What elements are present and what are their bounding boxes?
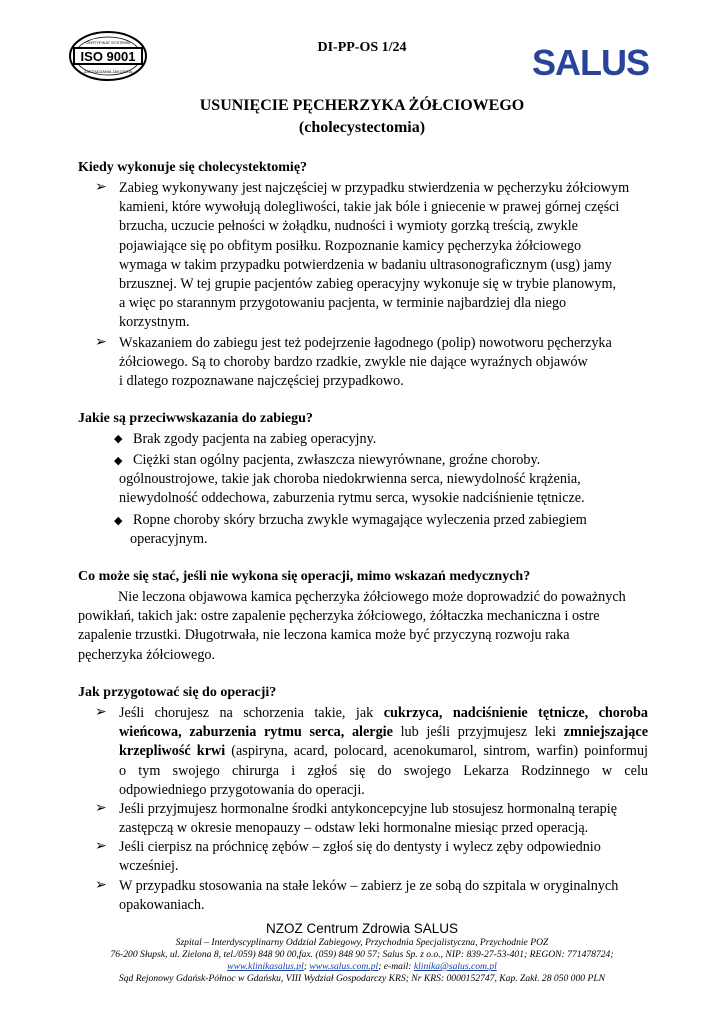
website-link-salus[interactable]: www.salus.com.pl [309, 961, 379, 972]
iso-logo-top: CERTYFIKAT SYSTEMU [85, 40, 131, 45]
list-item-continuation: ogólnoustrojowe, takie jak choroba niedokrwienna serca, niewydolność krążenia, niewydolność oddechowa, zaburzenia rytmu serca, wysokie nadciśnienie tętnicze. [119, 471, 585, 507]
arrow-bullet-icon: ➢ [95, 180, 107, 195]
arrow-bullet-icon: ➢ [95, 705, 107, 720]
list-item: Zabieg wykonywany jest najczęściej w przypadku stwierdzenia w pęcherzyku żółciowym kamieni, które wywołują dolegliwości, takie jak bóle i gniecenie w prawej górnej części brzucha, uczucie pełności w żołądku, nudności i wymioty gorzką treścią, zwykle pojawiające się po obfitym posiłku. Rozpoznanie kamicy pęcherzyka żółciowego wymaga w takim przypadku potwierdzenia w badaniu ultrasonograficznym (usg) jamy brzusznej. W tej grupie pacjentów zabieg operacyjny wykonuje się w trybie planowym, a więc po starannym przygotowaniu pacjenta, w terminie najbardziej dla niego korzystnym. [119, 180, 630, 331]
arrow-bullet-icon: ➢ [95, 878, 107, 893]
section-heading-consequences: Co może się stać, jeśli nie wykona się operacji, mimo wskazań medycznych? [78, 569, 531, 584]
iso-logo-bottom: ZARZĄDZANIA JAKOŚCIĄ [83, 69, 133, 74]
list-item: Ciężki stan ogólny pacjenta, zwłaszcza niewyrównane, groźne choroby. [133, 452, 541, 468]
email-link[interactable]: klinika@salus.com.pl [413, 961, 497, 972]
list-item: Jeśli przyjmujesz hormonalne środki antykoncepcyjne lub stosujesz hormonalną terapię zastępczą w okresie menopauzy – odstaw leki hormonalne miesiąc przed operacją. [119, 801, 618, 837]
footer-contacts: www.klinikasalus.pl; www.salus.com.pl; e-mail: klinika@salus.com.pl [227, 961, 497, 972]
list-item: Ropne choroby skóry brzucha zwykle wymagające wyleczenia przed zabiegiem [133, 512, 587, 528]
list-item: Brak zgody pacjenta na zabieg operacyjny. [133, 431, 377, 447]
footer-clinic-name: NZOZ Centrum Zdrowia SALUS [265, 921, 459, 936]
diamond-bullet-icon: ◆ [114, 433, 123, 445]
arrow-bullet-icon: ➢ [95, 839, 107, 854]
website-link-klinikasalus[interactable]: www.klinikasalus.pl [227, 961, 304, 972]
footer-address: 76-200 Słupsk, ul. Zielona 8, tel./059) 848 90 00,fax. (059) 848 90 57; Salus Sp. z o.o., NIP: 839-27-53-401; REGON: 771478724; [110, 949, 614, 960]
page-title: USUNIĘCIE PĘCHERZYKA ŻÓŁCIOWEGO [199, 97, 525, 114]
section-heading-preparation: Jak przygotować się do operacji? [78, 685, 277, 700]
diamond-bullet-icon: ◆ [114, 455, 123, 467]
iso-9001-logo [68, 30, 148, 82]
section-heading-contraindications: Jakie są przeciwwskazania do zabiegu? [78, 411, 313, 426]
paragraph: Nie leczona objawowa kamica pęcherzyka żółciowego może doprowadzić do poważnych powikłań, takich jak: ostre zapalenie pęcherzyka żółciowego, żółtaczka mechaniczna i ostre zapalenie trzustki. Długotrwała, nie leczona kamica może być przyczyną rozwoju raka pęcherzyka żółciowego. [78, 589, 626, 663]
page-subtitle: (cholecystectomia) [298, 119, 426, 136]
iso-logo-main: ISO 9001 [80, 49, 136, 64]
list-item: W przypadku stosowania na stałe leków – zabierz je ze sobą do szpitala w oryginalnych opakowaniach. [119, 878, 619, 914]
footer-registry: Sąd Rejonowy Gdańsk-Północ w Gdańsku, VIII Wydział Gospodarczy KRS; Nr KRS: 0000152747, Kap. Zakł. 28 050 000 PLN [118, 973, 606, 984]
document-code: DI-PP-OS 1/24 [317, 40, 407, 55]
list-item: Wskazaniem do zabiegu jest też podejrzenie łagodnego (polip) nowotworu pęcherzyka żółciowego. Są to choroby bardzo rzadkie, zwykle nie dające wyraźnych objawów i dlatego rozpoznawane najczęściej przypadkowo. [119, 335, 612, 390]
list-item: Jeśli cierpisz na próchnicę zębów – zgłoś się do dentysty i wylecz zęby odpowiednio wcześniej. [119, 839, 601, 875]
salus-logo: SALUS [532, 42, 650, 83]
list-item-continuation: operacyjnym. [130, 531, 208, 547]
diamond-bullet-icon: ◆ [114, 515, 123, 527]
list-item: Jeśli chorujesz na schorzenia takie, jak cukrzyca, nadciśnienie tętnicze, choroba wieńcowa, zaburzenia rytmu serca, alergie lub jeśli przyjmujesz leki zmniejszające krzepliwość krwi (aspiryna, acard, polocard, acenokumarol, sintrom, warfin) poinformuj o tym swojego chirurga i zgłoś się do swojego Lekarza Rodzinnego w celu odpowiedniego przygotowania do operacji. [119, 705, 648, 798]
footer-departments: Szpital – Interdyscyplinarny Oddział Zabiegowy, Przychodnia Specjalistyczna, Przychodnie POZ [175, 937, 549, 948]
arrow-bullet-icon: ➢ [95, 335, 107, 350]
arrow-bullet-icon: ➢ [95, 801, 107, 816]
section-heading-when: Kiedy wykonuje się cholecystektomię? [78, 160, 308, 175]
